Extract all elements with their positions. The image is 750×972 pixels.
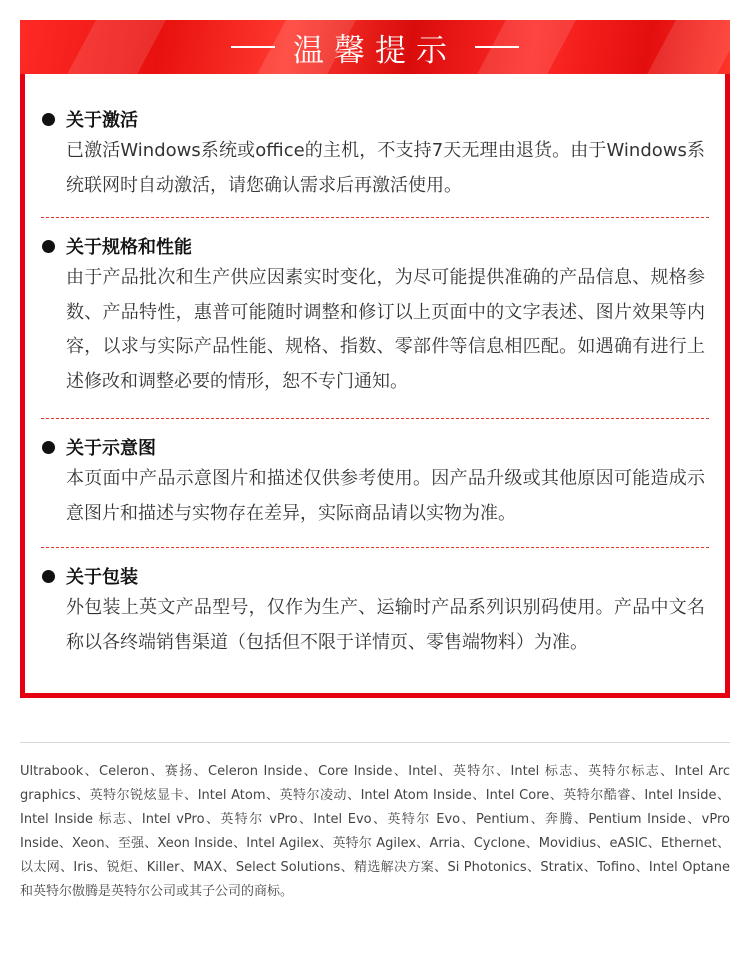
title-dash-left [231,46,275,48]
title-dash-right [475,46,519,48]
section-heading: 关于激活 [66,110,138,131]
section-title [39,432,711,462]
section-heading: 关于包装 [66,567,138,588]
section-heading: 关于示意图 [66,438,156,459]
dashed-divider [41,217,709,218]
dashed-divider [41,418,709,419]
horizontal-rule [20,742,730,743]
section-illustration [39,432,711,531]
section-body: 外包装上英文产品型号，仅作为生产、运输时产品系列识别码使用。产品中文名称以各终端销售渠道（包括但不限于详情页、零售端物料）为准。 [66,597,705,653]
bullet-icon [42,441,55,454]
warm-tips-panel [20,20,730,698]
warm-tips-banner [20,20,730,74]
section-body: 已激活Windows系统或office的主机，不支持7天无理由退货。由于Windows系统联网时自动激活，请您确认需求后再激活使用。 [66,140,705,196]
section-body: 由于产品批次和生产供应因素实时变化，为尽可能提供准确的产品信息、规格参数、产品特性，惠普可能随时调整和修订以上页面中的文字表述、图片效果等内容，以求与实际产品性能、规格、指数、零部件等信息相匹配。如遇确有进行上述修改和调整必要的情形，恕不专门通知。 [66,267,705,392]
section-activation [39,104,711,203]
section-packaging [39,561,711,660]
bullet-icon [42,570,55,583]
dashed-divider [41,547,709,548]
section-specs [39,231,711,399]
trademark-notice: Ultrabook、Celeron、赛扬、Celeron Inside、Core Inside、Intel、英特尔、Intel 标志、英特尔标志、Intel Arc graphics、英特尔锐炫显卡、Intel Atom、英特尔凌动、Intel Atom Inside、Intel Core、英特尔酷睿、Intel Inside、Intel Inside 标志、Intel vPro、英特尔 vPro、Intel Evo、英特尔 Evo、Pentium、奔腾、Pentium Inside、vPro Inside、Xeon、至强、Xeon Inside、Intel Agilex、英特尔 Agilex、Arria、Cyclone、Movidius、eASIC、Ethernet、以太网、Iris、锐炬、Killer、MAX、Select Solutions、精选解决方案、Si Photonics、Stratix、Tofino、Intel Optane 和英特尔傲腾是英特尔公司或其子公司的商标。 [20,764,730,899]
bullet-icon [42,113,55,126]
section-title [39,231,711,261]
notice-title: 温馨提示 [293,32,457,69]
section-title [39,561,711,591]
section-title [39,104,711,134]
banner-title [20,20,730,74]
section-body: 本页面中产品示意图片和描述仅供参考使用。因产品升级或其他原因可能造成示意图片和描述与实物存在差异，实际商品请以实物为准。 [66,468,705,524]
bullet-icon [42,240,55,253]
section-heading: 关于规格和性能 [66,237,192,258]
